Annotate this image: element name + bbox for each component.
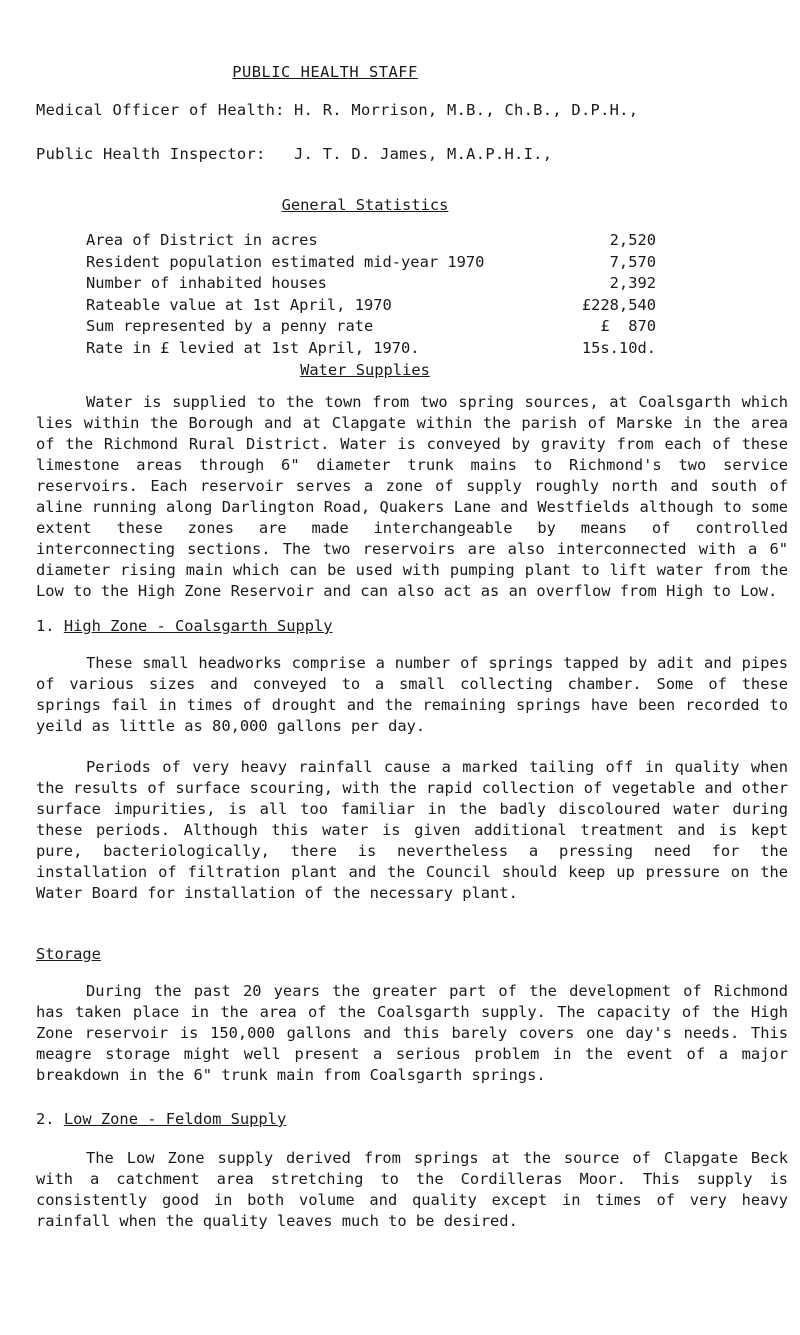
stat-value: £ 870 [600,317,656,335]
stat-value: 2,392 [609,274,656,292]
stat-row [86,316,656,338]
section-number: 1. [36,617,55,635]
stat-label: Sum represented by a penny rate [86,317,374,335]
section-title: Low Zone - Feldom Supply [63,1110,287,1128]
stat-row [86,252,656,274]
stat-row [86,338,656,360]
general-statistics-table [86,230,656,359]
staff-medical-officer [36,101,638,119]
stat-label: Number of inhabited houses [86,274,327,292]
staff-role: Public Health Inspector: [36,145,266,163]
staff-health-inspector [36,145,552,163]
stat-row [86,273,656,295]
stat-label: Rate in £ levied at 1st April, 1970. [86,338,420,357]
high-zone-heading [36,617,333,635]
stat-value: £228,540 [581,295,656,314]
section-title: Storage [36,945,101,963]
low-zone-paragraph: The Low Zone supply derived from springs at the source of Clapgate Beck with a catchment area stretching to the Cordilleras Moor. This supply is consistently good in both volume and quality except in times of very heavy rainfall when the quality leaves much to be desired. [36,1149,788,1230]
staff-name: J. T. D. James, M.A.P.H.I., [294,145,553,163]
high-zone-paragraph-1: These small headworks comprise a number of springs tapped by adit and pipes of various sizes and conveyed to a small collecting chamber. Some of these springs fail in times of drought and the remaining springs have been recorded to yeild as little as 80,000 gallons per day. [36,654,788,735]
storage-paragraph: During the past 20 years the greater part of the development of Richmond has taken place in the area of the Coalsgarth supply. The capacity of the High Zone reservoir is 150,000 gallons and this barely covers one day's needs. This meagre storage might well present a serious problem in the event of a major breakdown in the 6" trunk main from Coalsgarth springs. [36,982,788,1084]
page-title: PUBLIC HEALTH STAFF [232,63,418,81]
storage-heading [36,945,101,963]
stat-row [86,295,656,317]
stat-value: 2,520 [609,231,656,249]
stat-row [86,230,656,252]
stat-value: 15s.10d. [581,338,656,357]
water-supplies-intro: Water is supplied to the town from two spring sources, at Coalsgarth which lies within the Borough and at Clapgate within the parish of Marske in the area of the Richmond Rural District. Water is conveyed by gravity from each of these limestone areas through 6" diameter trunk mains to Richmond's two service reservoirs. Each reservoir serves a zone of supply roughly north and south of aline running along Darlington Road, Quakers Lane and Westfields although to some extent these zones are made interchangeable by means of controlled interconnecting sections. The two reservoirs are also interconnected with a 6" diameter rising main which can be used with pumping plant to lift water from the Low to the High Zone Reservoir and can also act as an overflow from High to Low. [36,393,788,600]
general-statistics-heading: General Statistics [281,196,449,214]
stat-label: Area of District in acres [86,231,318,249]
water-supplies-heading: Water Supplies [300,361,430,379]
staff-name: H. R. Morrison, M.B., Ch.B., D.P.H., [294,101,639,119]
stat-label: Rateable value at 1st April, 1970 [86,295,392,314]
stat-label: Resident population estimated mid-year 1970 [86,252,485,271]
section-title: High Zone - Coalsgarth Supply [63,617,333,635]
low-zone-heading [36,1110,286,1128]
section-number: 2. [36,1110,55,1128]
high-zone-paragraph-2: Periods of very heavy rainfall cause a marked tailing off in quality when the results of surface scouring, with the rapid collection of vegetable and other surface impurities, is all too familiar in the badly discoloured water during these periods. Although this water is given additional treatment and is kept pure, bacteriologically, there is nevertheless a pressing need for the installation of filtration plant and the Council should keep up pressure on the Water Board for installation of the necessary plant. [36,758,788,902]
staff-role: Medical Officer of Health: [36,101,285,119]
stat-value: 7,570 [609,252,656,271]
